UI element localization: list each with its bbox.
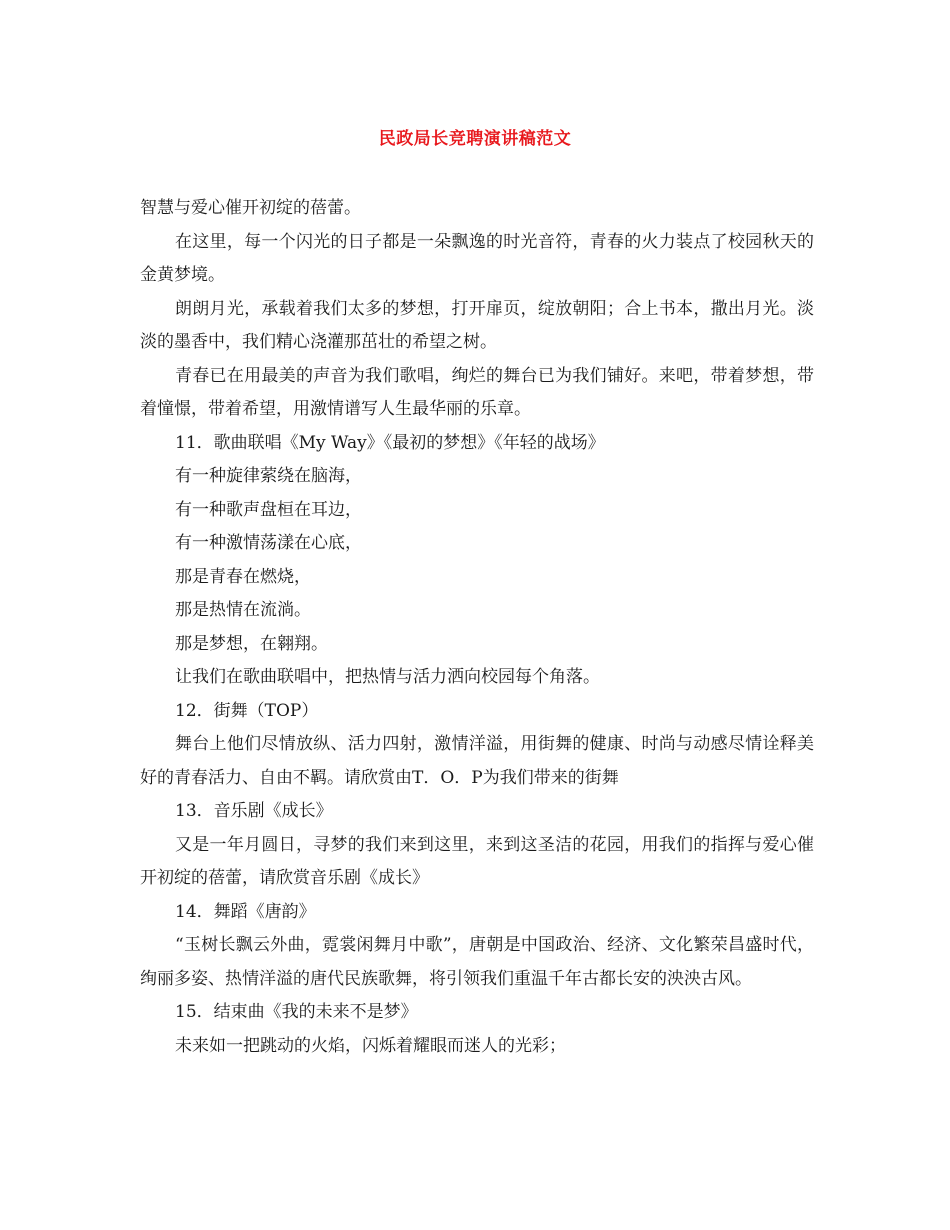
paragraph: 12．街舞（TOP） [175,700,319,721]
paragraph: 未来如一把跳动的火焰，闪烁着耀眼而迷人的光彩； [175,1035,566,1056]
document-title: 民政局长竞聘演讲稿范文 [378,129,572,149]
paragraph: 有一种激情荡漾在心底， [175,533,362,553]
paragraph: “玉树长飘云外曲，霓裳闲舞月中歌”，唐朝是中国政治、经济、文化繁荣昌盛时代，绚丽多姿、热情洋溢的唐代民族歌舞，将引领我们重温千年古都长安的泱泱古风。 [140,935,814,989]
paragraph: 11．歌曲联唱《My Way》《最初的梦想》《年轻的战场》 [175,432,605,453]
paragraph: 有一种旋律萦绕在脑海， [175,466,362,486]
paragraph: 有一种歌声盘桓在耳边， [175,499,362,520]
paragraph: 又是一年月圆日，寻梦的我们来到这里，来到这圣洁的花园，用我们的指挥与爱心催开初绽的蓓蕾，请欣赏音乐剧《成长》 [140,834,814,888]
paragraph: 14．舞蹈《唐韵》 [175,901,316,922]
paragraph: 15．结束曲《我的未来不是梦》 [175,1002,418,1022]
paragraph: 让我们在歌曲联唱中，把热情与活力洒向校园每个角落。 [175,667,600,687]
document-body [140,192,814,1063]
paragraph: 青春已在用最美的声音为我们歌唱，绚烂的舞台已为我们铺好。来吧，带着梦想，带着憧憬，带着希望，用激情谱写人生最华丽的乐章。 [140,365,814,419]
paragraph: 在这里，每一个闪光的日子都是一朵飘逸的时光音符，青春的火力装点了校园秋天的金黄梦境。 [140,231,814,285]
paragraph: 那是青春在燃烧， [175,566,311,587]
paragraph: 朗朗月光，承载着我们太多的梦想，打开扉页，绽放朝阳；合上书本，撒出月光。淡淡的墨香中，我们精心浇灌那茁壮的希望之树。 [140,298,814,352]
paragraph: 舞台上他们尽情放纵、活力四射，激情洋溢，用街舞的健康、时尚与动感尽情诠释美好的青春活力、自由不羁。请欣赏由T．O．P为我们带来的街舞 [140,734,814,788]
paragraph: 那是梦想，在翱翔。 [175,633,328,654]
paragraph: 13．音乐剧《成长》 [175,801,333,821]
paragraph: 智慧与爱心催开初绽的蓓蕾。 [140,198,361,218]
paragraph: 那是热情在流淌。 [175,600,311,620]
